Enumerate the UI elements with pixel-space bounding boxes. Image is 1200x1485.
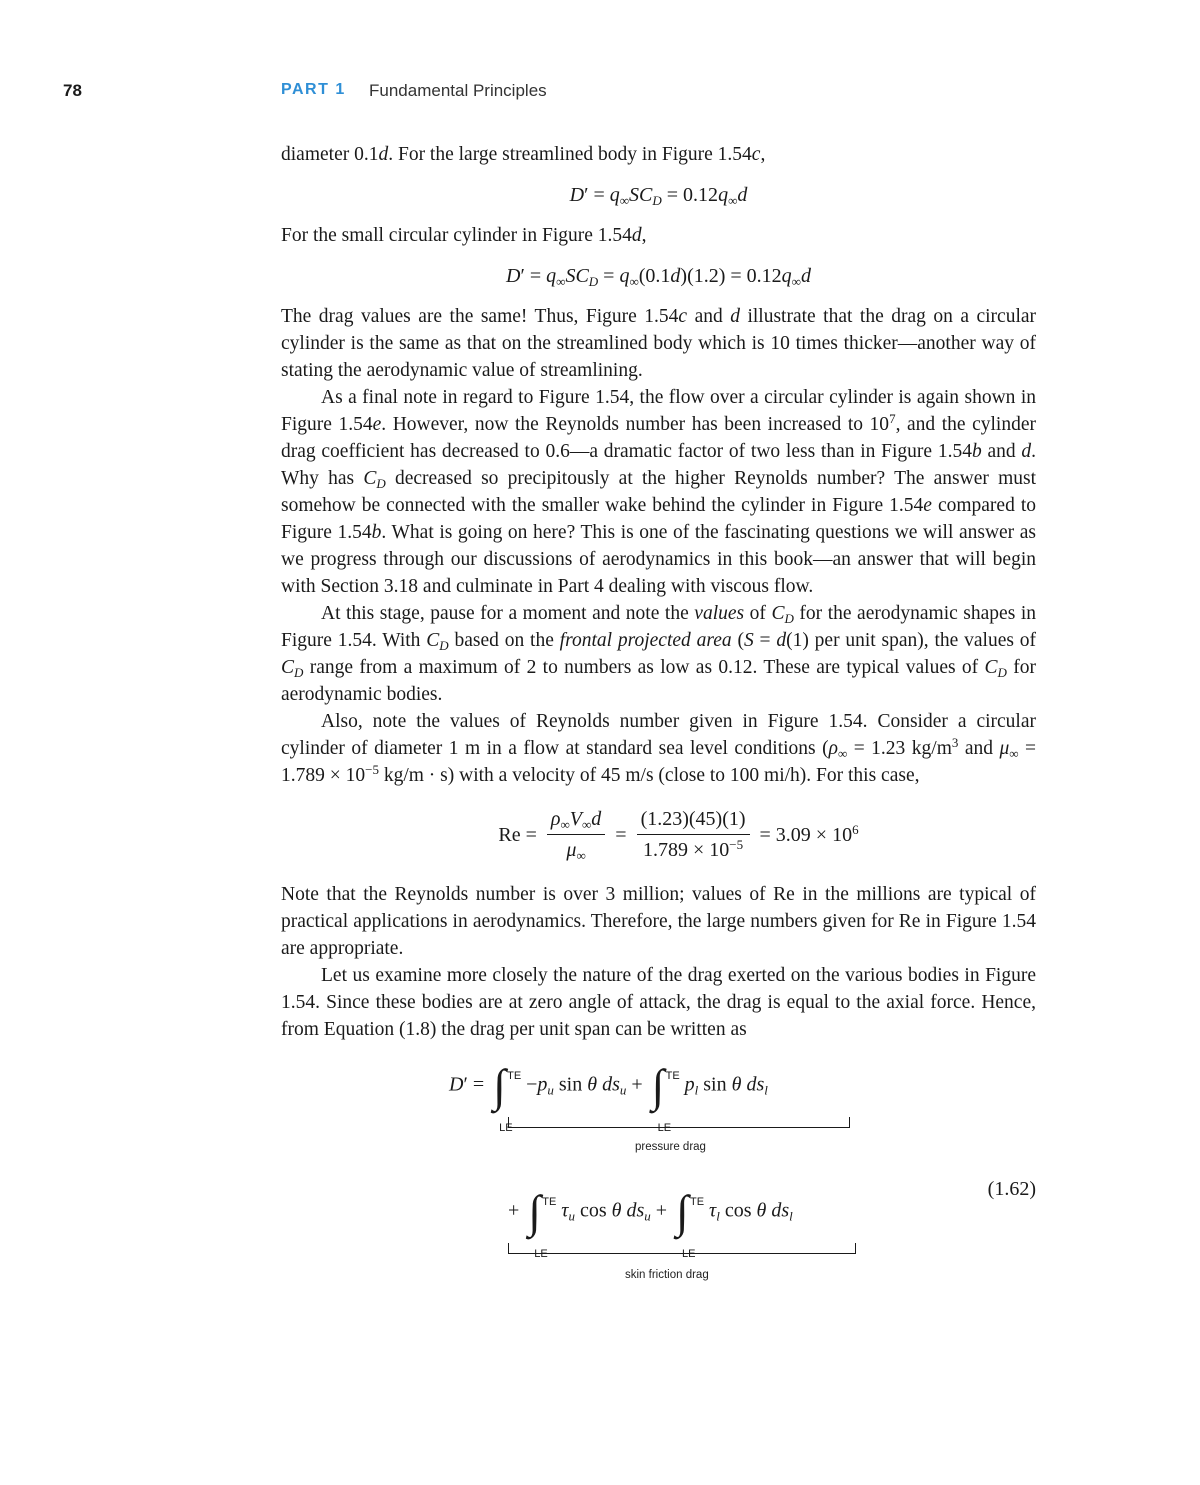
- paragraph-6: Also, note the values of Reynolds number given in Figure 1.54. Consider a circular cylinder of diameter 1 m in a flow at standard sea level conditions ($\rho_\infty = 1.23$ $kg/m^3$ and $\mu_\infty = 1.789 \times 10^{-5}$ kg/m · s) with a velocity of 45 m/s (close to 100 mi/h). For this case,: [281, 711, 1037, 786]
- page-body: [281, 141, 1036, 1303]
- paragraph-5: At this stage, pause for a moment and note the values of $C_D$ for the aerodynamic shapes in Figure 1.54. With $C_D$ based on the frontal projected area (S = d(1) per unit span), the values of $C_D$ range from a maximum of 2 to numbers as low as 0.12. These are typical values of $C_D$ for aerodynamic bodies.: [281, 603, 1037, 705]
- paragraph-2: For the small circular cylinder in Figure 1.54d,: [281, 225, 647, 246]
- paragraph-8: Let us examine more closely the nature of the drag exerted on the various bodies in Figure 1.54. Since these bodies are at zero angle of attack, the drag is equal to the axial force. Hence, from Equation (1.8) the drag per unit span can be written as: [281, 965, 1036, 1040]
- integral-sign: ∫ TE LE: [676, 1186, 705, 1260]
- equation-row-pressure: D′ = ∫ TE LE $-p_u$ sin θ $ds_u$ + ∫ TE LE $p_l$ sin θ $ds_l$: [449, 1060, 768, 1134]
- equation-1-62: [281, 1043, 1036, 1303]
- equation-drag-cylinder: $D' = q_\infty SC_D = q_\infty(0.1d)(1.2) = 0.12q_\infty d$: [506, 265, 811, 289]
- part-label: PART 1: [281, 81, 346, 98]
- pressure-drag-label: pressure drag: [635, 1141, 706, 1153]
- integral-sign: ∫ TE LE: [651, 1060, 680, 1134]
- integral-sign: ∫ TE LE: [528, 1186, 557, 1260]
- skin-friction-drag-brace: [508, 1243, 856, 1254]
- equation-row-friction: + ∫ TE LE $\tau_u$ cos θ $ds_u$ + ∫ TE LE $\tau_l$ cos θ $ds_l$: [508, 1186, 793, 1260]
- equation-drag-streamlined: $D' = q_\infty SC_D = 0.12q_\infty d$: [569, 184, 748, 208]
- page-header: [0, 80, 1200, 110]
- equation-reynolds: Re = $\frac{\rho_\infty V_\infty d}{\mu_\infty}$ = $\frac{(1.23)(45)(1)}{1.789 \times 10^{-5}}$ = $3.09 \times 10^6$: [498, 808, 859, 863]
- page-number: 78: [63, 81, 82, 100]
- skin-friction-drag-label: skin friction drag: [625, 1269, 709, 1281]
- paragraph-1: diameter 0.1d. For the large streamlined body in Figure 1.54c,: [281, 144, 766, 165]
- paragraph-3: The drag values are the same! Thus, Figure 1.54c and d illustrate that the drag on a circular cylinder is the same as that on the streamlined body which is 10 times thicker—another way of stating the aerodynamic value of streamlining.: [281, 306, 1037, 381]
- paragraph-4: As a final note in regard to Figure 1.54, the flow over a circular cylinder is again shown in Figure 1.54e. However, now the Reynolds number has been increased to $10^7$, and the cylinder drag coefficient has decreased to 0.6—a dramatic factor of two less than in Figure 1.54b and d. Why has $C_D$ decreased so precipitously at the higher Reynolds number? The answer must somehow be connected with the smaller wake behind the cylinder in Figure 1.54e compared to Figure 1.54b. What is going on here? This is one of the fascinating questions we will answer as we progress through our discussions of aerodynamics in this book—an answer that will begin with Section 3.18 and culminate in Part 4 dealing with viscous flow.: [281, 387, 1037, 597]
- paragraph-7: Note that the Reynolds number is over 3 million; values of Re in the millions are typical of practical applications in aerodynamics. Therefore, the large numbers given for Re in Figure 1.54 are appropriate.: [281, 884, 1036, 959]
- integral-sign: ∫ TE LE: [493, 1060, 522, 1134]
- pressure-drag-brace: [508, 1117, 850, 1128]
- part-title: Fundamental Principles: [369, 81, 547, 100]
- equation-number: (1.62): [987, 1178, 1036, 1200]
